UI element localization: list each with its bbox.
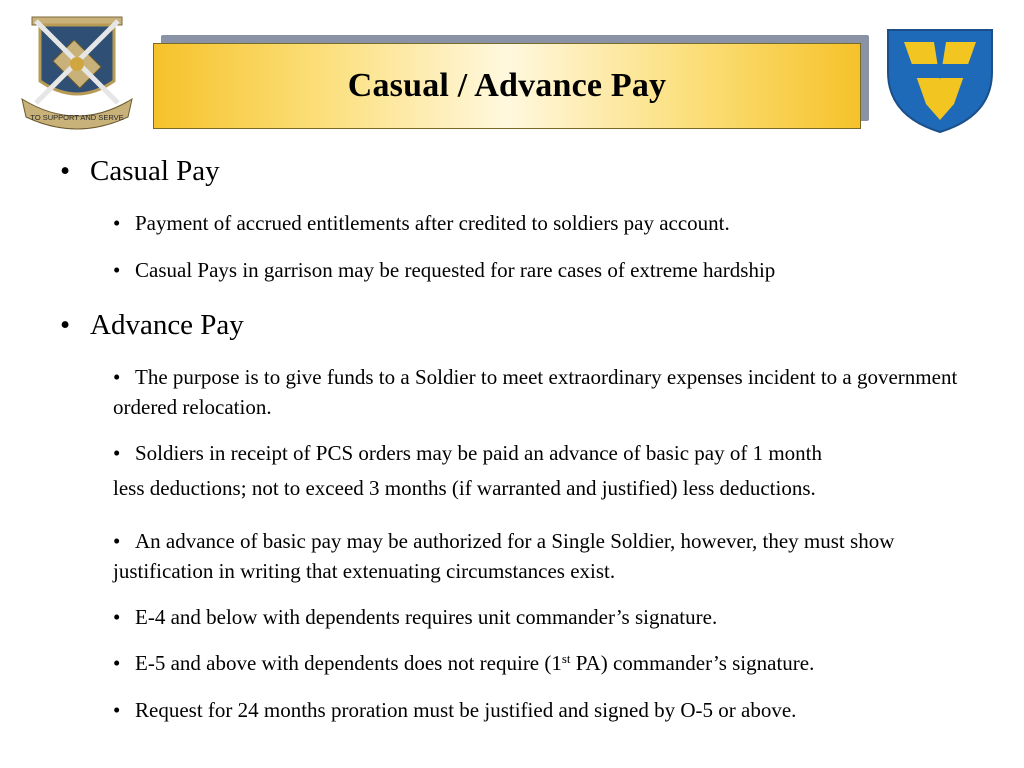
bullet-dot: • [60,309,71,341]
list-item: • Soldiers in receipt of PCS orders may be paid an advance of basic pay of 1 month [113,441,822,465]
title-banner [153,43,861,129]
crest-motto: TO SUPPORT AND SERVE [30,113,124,122]
list-item: • Casual Pays in garrison may be requested for rare cases of extreme hardship [113,258,776,282]
bullet-dot: • [60,155,71,187]
unit-crest-icon [18,15,136,133]
list-item: • E-5 and above with dependents does not require (1st PA) commander’s signature. [113,651,815,675]
shoulder-patch [880,24,1000,136]
list-item: • Payment of accrued entitlements after credited to soldiers pay account. [113,211,730,235]
page-title: Casual / Advance Pay [347,67,667,104]
section-heading: Casual Pay [90,155,220,187]
list-item: • The purpose is to give funds to a Soldier to meet extraordinary expenses incident to a government ordered relocation. [113,365,958,419]
list-item: • E-4 and below with dependents requires unit commander’s signature. [113,605,718,629]
list-item-continuation: less deductions; not to exceed 3 months (if warranted and justified) less deductions. [113,476,816,500]
section-heading: Advance Pay [90,309,244,341]
unit-crest [18,15,136,133]
shoulder-patch-icon [880,24,1000,136]
list-item: • Request for 24 months proration must be justified and signed by O-5 or above. [113,698,797,722]
list-item: • An advance of basic pay may be authorized for a Single Soldier, however, they must show justification in writing that extenuating circumstances exist. [113,529,895,583]
